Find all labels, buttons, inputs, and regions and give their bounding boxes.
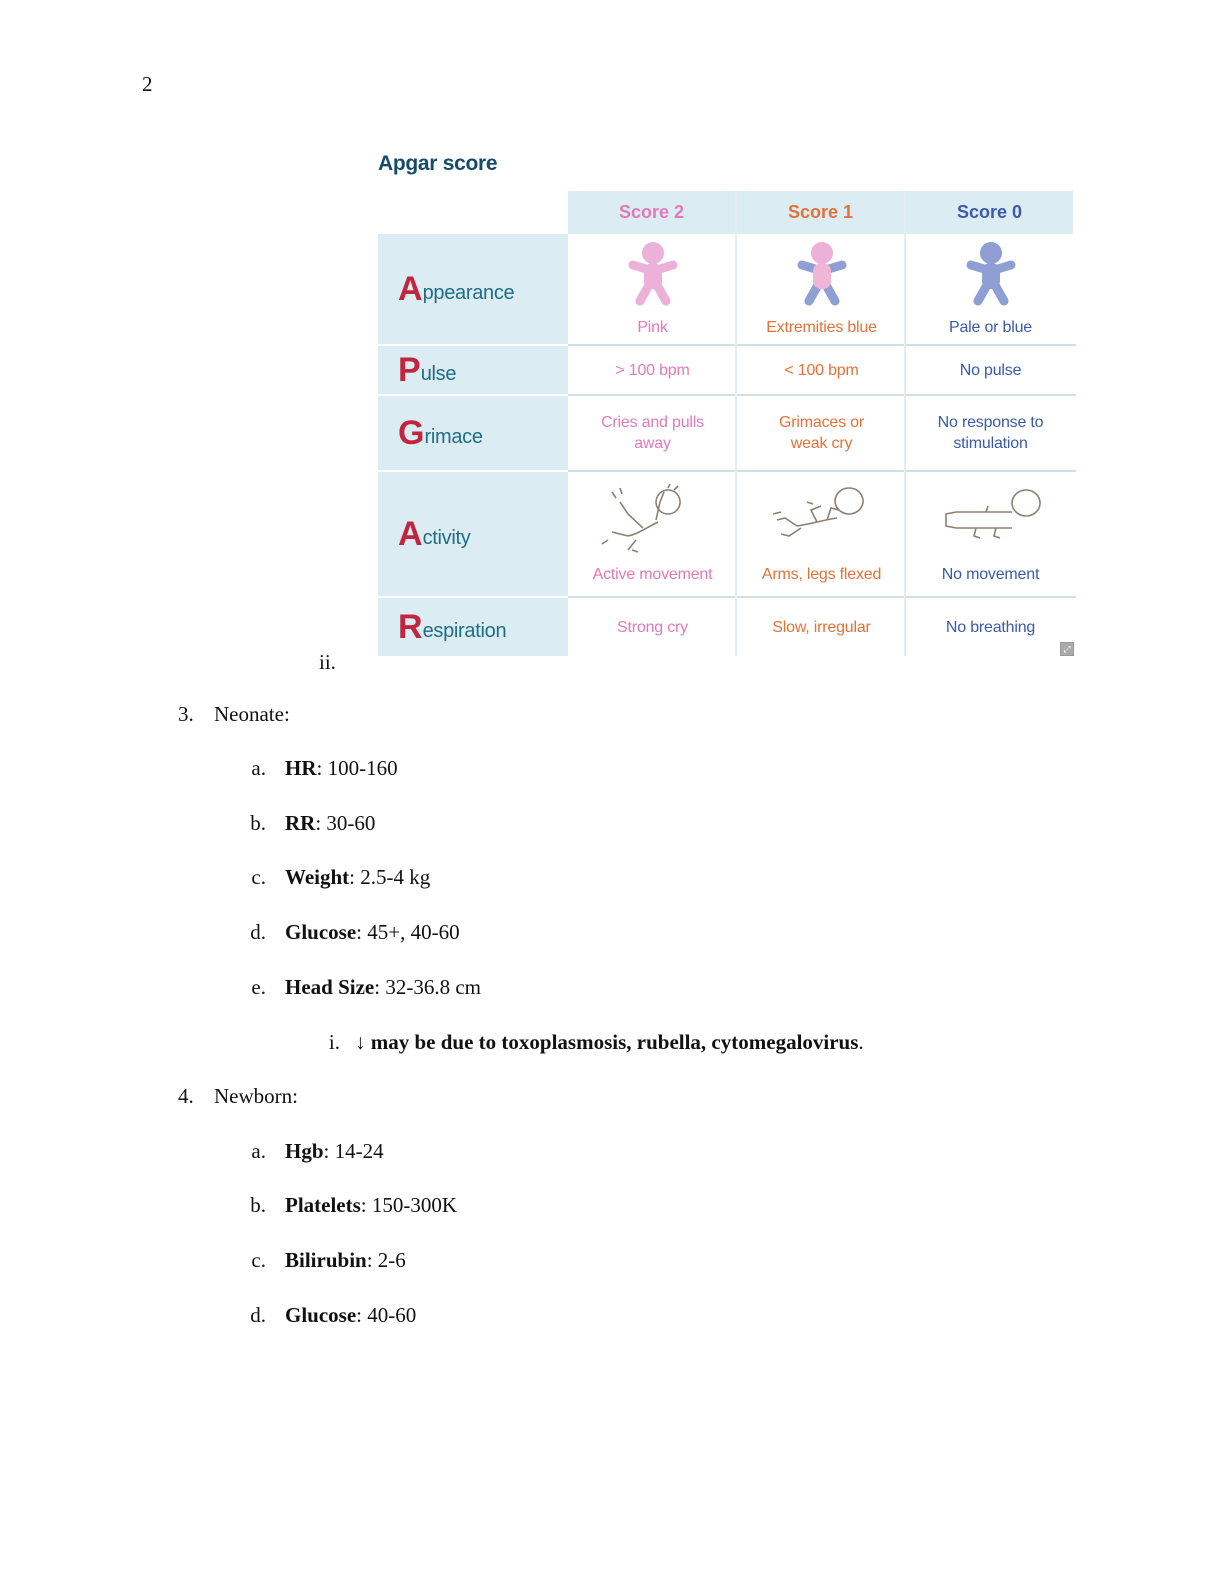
item-letter: b. [250,811,266,835]
apgar-criterion-grimace [378,396,568,470]
apgar-criterion-respiration [378,598,568,656]
item-label: HR [285,756,317,780]
criterion-initial: A [398,515,423,553]
still-baby-icon [936,484,1046,560]
apgar-cell [568,234,737,344]
section-title: Newborn: [214,1084,298,1108]
criterion-initial: G [398,414,425,452]
section-neonate [178,702,290,727]
section-newborn [178,1084,298,1109]
subitem-roman: i. [328,1030,340,1054]
item-label: Weight [285,865,350,889]
column-divider [904,191,906,656]
apgar-cell-text: Pale or blue [949,318,1032,336]
criterion-initial: A [398,270,423,308]
item-label: Head Size [285,975,375,999]
blue-baby-icon [961,241,1021,313]
apgar-cell [568,346,737,394]
item-label: RR [285,811,316,835]
apgar-cell [568,598,737,656]
apgar-cell-text: Active movement [592,565,713,583]
pink-baby-icon [623,241,683,313]
item-letter: b. [250,1193,266,1217]
item-label: Glucose [285,1303,357,1327]
apgar-figure [378,148,1076,658]
item-letter: a. [251,1139,266,1163]
apgar-criterion-activity [378,472,568,596]
score-header-0: Score 2 [568,191,735,234]
apgar-cell [906,346,1075,394]
item-value: : 14-24 [323,1139,384,1163]
apgar-cell [568,472,737,596]
item-label: Hgb [285,1139,324,1163]
figure-list-marker: ii. [319,650,336,674]
criterion-rest: ctivity [422,526,471,549]
apgar-cell [906,234,1075,344]
page-number: 2 [142,72,153,96]
criterion-initial: R [398,608,423,646]
criterion-rest: ulse [420,362,457,385]
apgar-cell-text: Pink [637,318,668,336]
apgar-cell [737,396,906,470]
item-letter: e. [251,975,266,999]
criterion-initial: P [398,351,421,389]
subitem-text: ↓ may be due to toxoplasmosis, rubella, cytomegalovirus [355,1030,859,1054]
apgar-cell [906,396,1075,470]
apgar-cell-text: Cries and pulls away [601,414,704,452]
blue-extremities-baby-icon [792,241,852,313]
criterion-rest: ppearance [422,281,515,304]
apgar-cell-text: Slow, irregular [772,618,871,636]
criterion-rest: espiration [422,619,507,642]
item-value: : 32-36.8 cm [374,975,481,999]
apgar-cell-text: Strong cry [617,618,688,636]
item-label: Glucose [285,920,357,944]
item-label: Bilirubin [285,1248,367,1272]
item-value: : 30-60 [315,811,376,835]
apgar-cell [737,472,906,596]
subitem-tail: . [858,1030,864,1054]
apgar-title: Apgar score [378,152,498,175]
score-header-1: Score 1 [737,191,904,234]
item-letter: d. [250,1303,266,1327]
item-value: : 45+, 40-60 [356,920,460,944]
item-label: Platelets [285,1193,361,1217]
apgar-cell-text: Grimaces or weak cry [779,414,864,452]
apgar-cell-text: No movement [941,565,1040,583]
section-number: 4. [178,1084,194,1108]
apgar-cell [737,598,906,656]
item-value: : 40-60 [356,1303,417,1327]
apgar-cell-text: > 100 bpm [615,361,690,379]
apgar-cell [568,396,737,470]
apgar-cell-text: No breathing [945,618,1036,636]
apgar-cell [906,472,1075,596]
expand-icon[interactable]: ⤢ [1060,642,1074,656]
apgar-cell [906,598,1075,656]
item-value: : 2-6 [366,1248,406,1272]
apgar-criterion-pulse [378,346,568,394]
apgar-criterion-appearance [378,234,568,344]
apgar-cell-text: Arms, legs flexed [761,565,882,583]
score-header-2: Score 0 [906,191,1073,234]
apgar-cell [737,234,906,344]
item-letter: d. [250,920,266,944]
flexed-baby-icon [767,484,877,560]
section-number: 3. [178,702,194,726]
apgar-cell-text: Extremities blue [766,318,877,336]
apgar-cell [737,346,906,394]
item-value: : 2.5-4 kg [349,865,431,889]
section-title: Neonate: [214,702,290,726]
criterion-rest: rimace [424,425,483,448]
item-letter: a. [251,756,266,780]
apgar-cell-text: No response to stimulation [937,414,1044,452]
active-baby-icon [598,484,708,560]
item-value: : 100-160 [316,756,398,780]
item-letter: c. [251,1248,266,1272]
item-value: : 150-300K [360,1193,458,1217]
column-divider [735,191,737,656]
apgar-cell-text: No pulse [959,361,1022,379]
apgar-cell-text: < 100 bpm [784,361,859,379]
item-letter: c. [251,865,266,889]
